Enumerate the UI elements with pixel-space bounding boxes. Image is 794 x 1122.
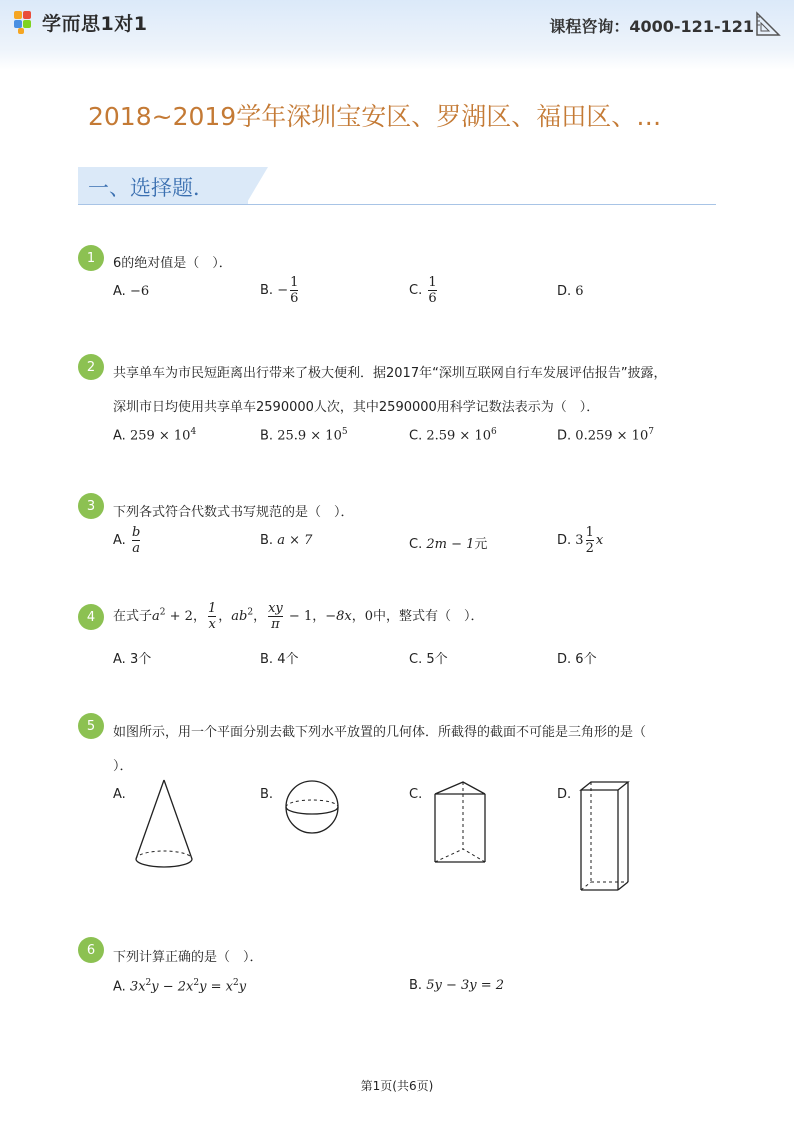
page-footer: 第1页(共6页) — [360, 1079, 434, 1093]
ruler-icon — [755, 11, 781, 37]
triangular-prism-figure — [430, 777, 492, 869]
q3-option-d: D. 3 $\frac{1}{2}$ x — [557, 525, 604, 556]
cone-figure — [130, 775, 200, 875]
q4-option-d: D. 6个 — [557, 652, 597, 667]
section-header — [78, 167, 716, 205]
q1-option-b: B. − $\frac{1}{6}$ — [260, 275, 299, 306]
q3-option-a: A. $\frac{b}{a}$ — [113, 525, 141, 556]
course-hotline: 课程咨询：4000-121-121 — [549, 17, 754, 36]
question-number-badge: 1 — [78, 245, 104, 271]
q5-option-a-label: A. — [113, 787, 126, 802]
section-title: 一、选择题． — [88, 176, 214, 200]
question-4-text: 在式子$a^2 + 2$， $\frac{1}{x}$ ，$ab^2$， $\frac{xy}{\pi}$ − 1，−8x，0中，整式有（ ）． — [113, 601, 484, 632]
q1-option-c: C. $\frac{1}{6}$ — [409, 275, 437, 306]
q4-option-b: B. 4个 — [260, 652, 299, 667]
question-number-badge: 3 — [78, 493, 104, 519]
rectangular-prism-figure — [576, 778, 636, 894]
sphere-figure — [280, 778, 344, 838]
question-5-line-1: 如图所示，用一个平面分别去截下列水平放置的几何体．所截得的截面不可能是三角形的是（ — [113, 725, 647, 740]
question-number-badge: 6 — [78, 937, 104, 963]
logo-icon — [14, 11, 38, 35]
q3-option-c: C. 2m − 1元 — [409, 537, 488, 552]
q4-option-a: A. 3个 — [113, 652, 152, 667]
q2-option-b: B. $25.9 \times 10^5$ — [260, 427, 348, 444]
q6-option-b: B. 5y − 3y = 2 — [409, 978, 505, 993]
question-2-line-1: 共享单车为市民短距离出行带来了极大便利．据2017年“深圳互联网自行车发展评估报告”披露， — [113, 366, 667, 381]
q2-option-c: C. $2.59 \times 10^6$ — [409, 427, 497, 444]
q6-option-a: A. $3x^2y - 2x^2y = x^2y$ — [113, 978, 247, 995]
question-6-text: 下列计算正确的是（ ）． — [113, 950, 263, 965]
q1-option-d: D. 6 — [557, 284, 584, 299]
q4-option-c: C. 5个 — [409, 652, 448, 667]
question-5-line-2: ）． — [113, 759, 133, 774]
question-number-badge: 5 — [78, 713, 104, 739]
q2-option-a: A. $259 \times 10^4$ — [113, 427, 197, 444]
q5-option-b-label: B. — [260, 787, 274, 802]
question-3-text: 下列各式符合代数式书写规范的是（ ）． — [113, 505, 354, 520]
q1-option-a: A. −6 — [113, 284, 150, 299]
question-2-line-2: 深圳市日均使用共享单车2590000人次，其中2590000用科学记数法表示为（ ）． — [113, 400, 600, 415]
q5-option-c-label: C. — [409, 787, 423, 802]
brand-logo — [14, 9, 147, 36]
page-header — [0, 0, 794, 70]
document-title: 2018~2019学年深圳宝安区、罗湖区、福田区、… — [88, 102, 662, 131]
q5-option-d-label: D. — [557, 787, 572, 802]
q3-option-b: B. a × 7 — [260, 533, 313, 548]
q2-option-d: D. $0.259 \times 10^7$ — [557, 427, 654, 444]
section-divider — [78, 204, 716, 205]
question-1-text: 6的绝对值是（ ）． — [113, 256, 232, 271]
logo-text: 学而思1对1 — [42, 13, 148, 35]
question-number-badge: 2 — [78, 354, 104, 380]
question-number-badge: 4 — [78, 604, 104, 630]
